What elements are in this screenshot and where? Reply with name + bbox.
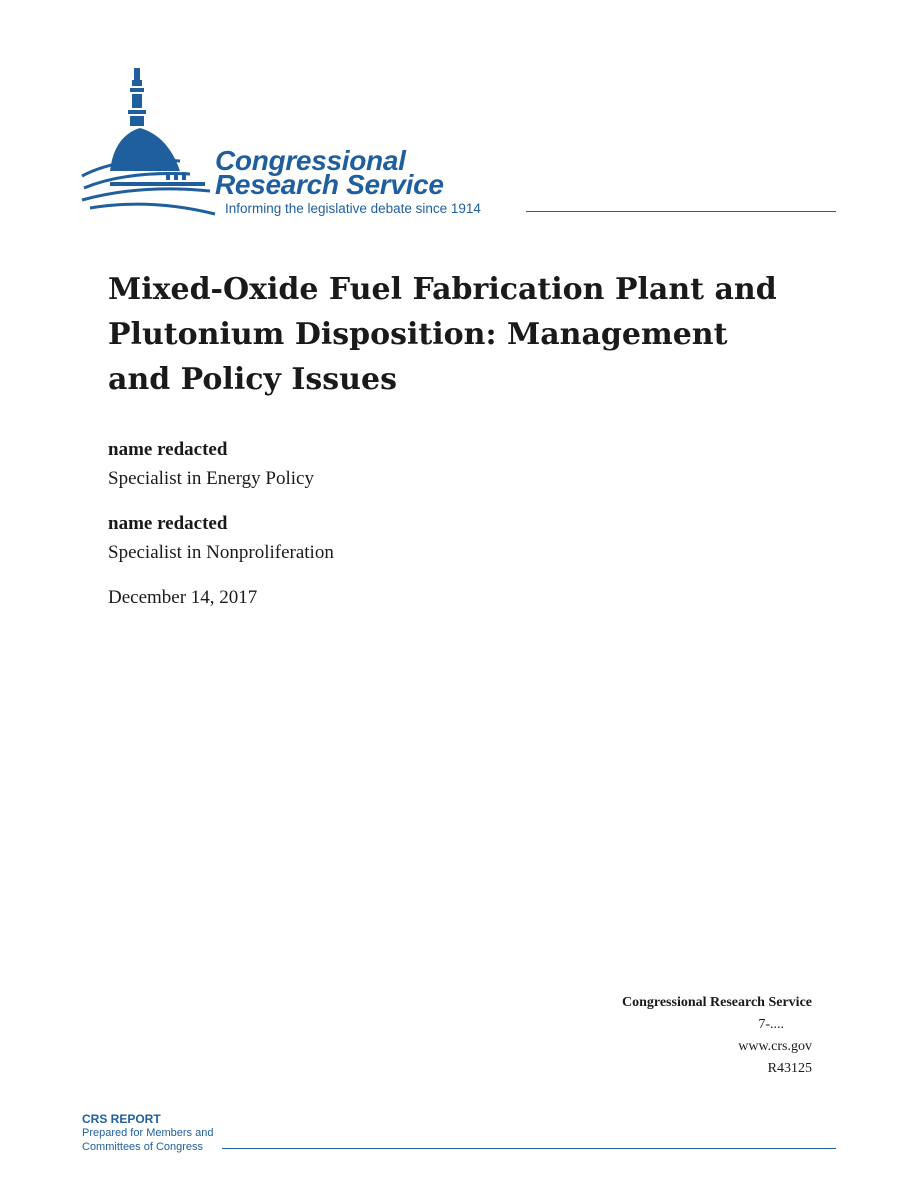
author-role: Specialist in Energy Policy xyxy=(108,468,314,489)
author-block xyxy=(108,510,334,568)
publisher-code: 7-.... xyxy=(758,1017,784,1032)
footer-title: CRS REPORT xyxy=(82,1112,161,1126)
capitol-dome-icon xyxy=(80,66,220,216)
footer xyxy=(82,1112,213,1154)
report-number: R43125 xyxy=(767,1061,812,1076)
logo-divider xyxy=(526,211,836,212)
report-date: December 14, 2017 xyxy=(108,587,258,608)
author-block xyxy=(108,436,314,494)
logo-tagline: Informing the legislative debate since 1914 xyxy=(225,201,481,216)
report-title: Mixed-Oxide Fuel Fabrication Plant and Plutonium Disposition: Management and Policy Issues xyxy=(108,272,777,397)
author-role: Specialist in Nonproliferation xyxy=(108,542,334,563)
author-name: name redacted xyxy=(108,439,228,460)
publisher-org: Congressional Research Service xyxy=(621,995,812,1010)
author-name: name redacted xyxy=(108,513,228,534)
footer-line: Prepared for Members and xyxy=(82,1127,214,1139)
publisher-info xyxy=(622,992,812,1080)
footer-line: Committees of Congress xyxy=(82,1141,204,1153)
crs-logo xyxy=(80,66,840,221)
footer-divider xyxy=(222,1148,836,1149)
logo-name-line2: Research Service xyxy=(215,169,444,200)
logo-name-line1: Congressional xyxy=(215,145,406,176)
publisher-url[interactable]: www.crs.gov xyxy=(738,1039,812,1054)
